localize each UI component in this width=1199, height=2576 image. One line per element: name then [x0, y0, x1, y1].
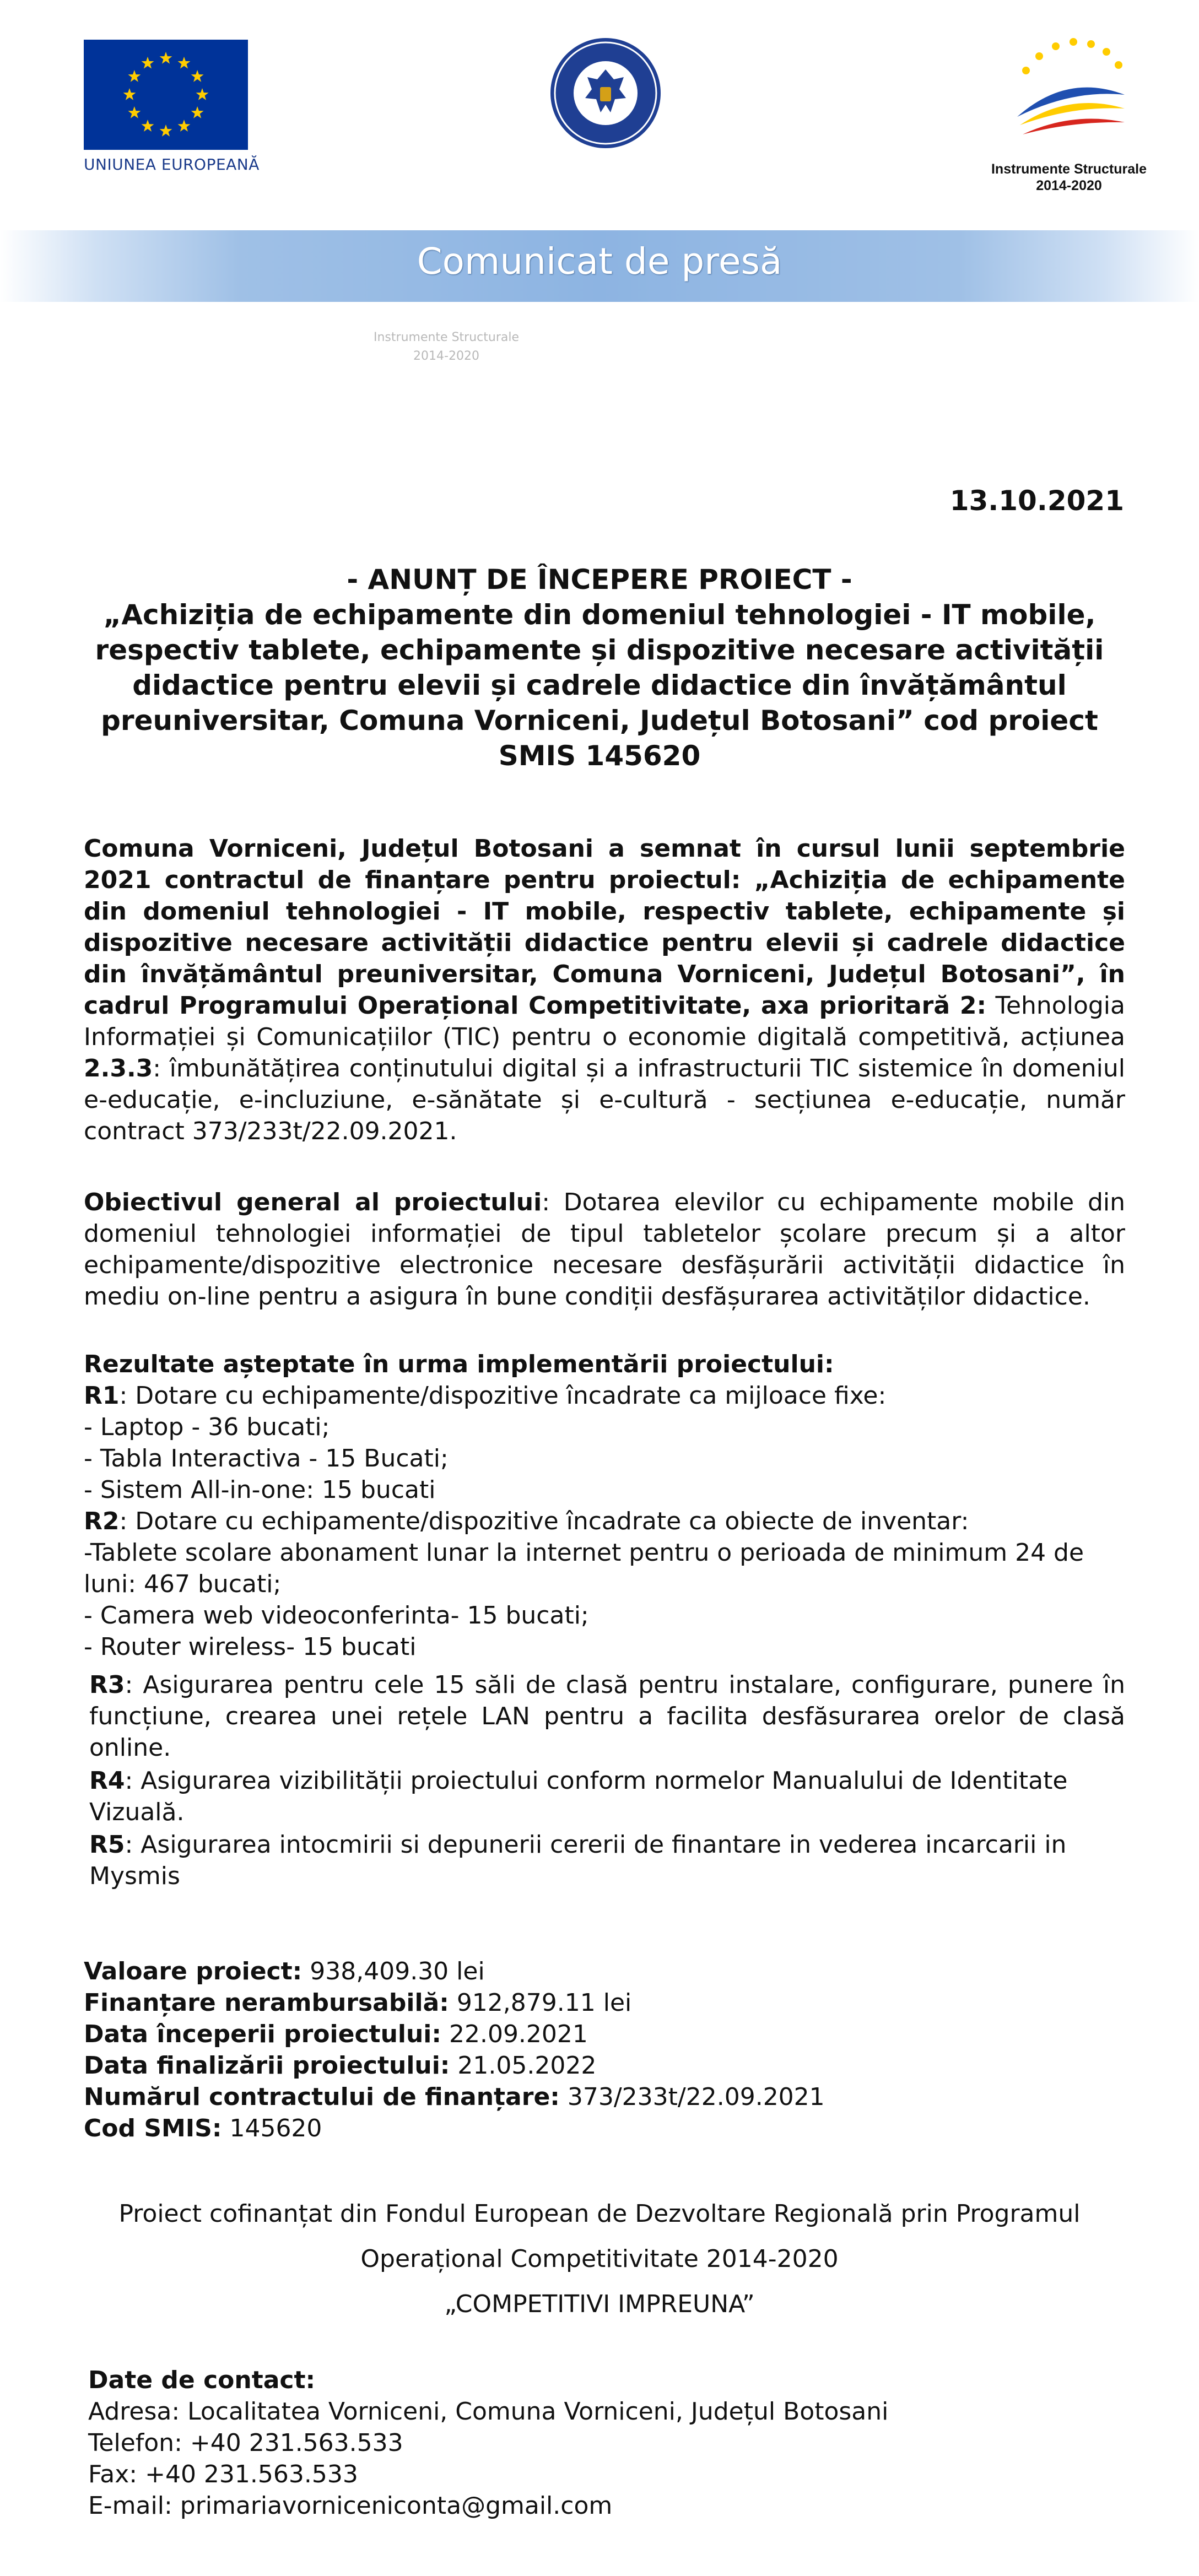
- faded-line2: 2014-2020: [413, 349, 479, 363]
- r1-text: : Dotare cu echipamente/dispozitive încadrate ca mijloace fixe:: [119, 1382, 887, 1410]
- cofinancing-line3: „COMPETITIVI IMPREUNA”: [444, 2290, 755, 2318]
- intro-text: Tehnologia Informației și Comunicațiilor (TIC) pentru o economie digitală competitivă, acțiunea: [84, 992, 1125, 1051]
- contact-fax: Fax: +40 231.563.533: [88, 2460, 358, 2488]
- cofinancing-note: [55, 2191, 1144, 2327]
- r1-label: R1: [84, 1382, 120, 1410]
- eu-star-icon: [178, 120, 191, 132]
- r2-item-tablets: -Tablete scolare abonament lunar la internet pentru o perioada de minimum 24 de luni: 467 bucati;: [84, 1539, 1084, 1598]
- cofinancing-line2: Operațional Competitivitate 2014-2020: [360, 2245, 839, 2273]
- detail-value: 373/233t/22.09.2021: [559, 2083, 825, 2111]
- intro-text-2: : îmbunătățirea conținutului digital și a infrastructurii TIC sistemice în domeniul e-educație, e-incluziune, e-sănătate și e-cultură - secțiunea e-educație, număr contract 373/233t/22.09.2021.: [84, 1054, 1125, 1145]
- eu-star-icon: [160, 125, 172, 137]
- result-r5: [89, 1829, 1125, 1892]
- detail-value: 145620: [222, 2114, 322, 2142]
- eu-star-icon: [142, 120, 154, 132]
- detail-label: Numărul contractului de finanțare:: [84, 2083, 560, 2111]
- faded-line1: Instrumente Structurale: [374, 331, 519, 344]
- instrumente-structurale-logo: [1006, 34, 1133, 155]
- eu-stars-icon: [84, 40, 248, 150]
- objective-paragraph: [84, 1187, 1125, 1312]
- is-label-line2: 2014-2020: [1036, 178, 1102, 193]
- detail-project-value: [84, 1956, 1125, 1987]
- eu-star-icon: [123, 88, 136, 100]
- result-r1: [84, 1380, 1125, 1411]
- detail-label: Data finalizării proiectului:: [84, 2052, 450, 2080]
- faded-watermark-text: [342, 328, 551, 366]
- contact-heading: Date de contact:: [88, 2366, 316, 2394]
- detail-value: 22.09.2021: [441, 2020, 588, 2048]
- title-line-6: SMIS 145620: [498, 740, 701, 772]
- announcement-title: [83, 562, 1116, 773]
- instrumente-structurale-label: [970, 161, 1168, 194]
- government-seal-logo: [549, 36, 662, 150]
- r2-items-rest: [84, 1600, 1125, 1663]
- r2-text: : Dotare cu echipamente/dispozitive încadrate ca obiecte de inventar:: [119, 1507, 969, 1535]
- detail-label: Finanțare nerambursabilă:: [84, 1989, 449, 2017]
- r5-label: R5: [89, 1831, 125, 1859]
- project-details: [84, 1956, 1125, 2144]
- banner-title: Comunicat de presă: [417, 240, 782, 283]
- cofinancing-line1: Proiect cofinanțat din Fondul European de Dezvoltare Regională prin Programul: [118, 2200, 1081, 2228]
- eu-star-icon: [191, 70, 204, 82]
- detail-value: 912,879.11 lei: [449, 1989, 632, 2017]
- eu-star-icon: [160, 52, 172, 64]
- detail-value: 938,409.30 lei: [302, 1957, 485, 1985]
- objective-label: Obiectivul general al proiectului: [84, 1188, 542, 1216]
- detail-label: Cod SMIS:: [84, 2114, 222, 2142]
- eu-label: UNIUNEA EUROPEANĂ: [84, 155, 260, 174]
- title-line-5: preuniversitar, Comuna Vorniceni, Județul Botosani” cod proiect: [101, 705, 1098, 737]
- detail-nonrefundable-funding: [84, 1987, 1125, 2018]
- expected-results: [84, 1349, 1125, 1537]
- list-item: - Router wireless- 15 bucati: [84, 1633, 417, 1661]
- detail-start-date: [84, 2018, 1125, 2050]
- intro-paragraph: [84, 833, 1125, 1147]
- r4-text: : Asigurarea vizibilității proiectului conform normelor Manualului de Identitate Vizuală.: [89, 1767, 1068, 1826]
- r3-text: : Asigurarea pentru cele 15 săli de clasă pentru instalare, configurare, punere în funcțiune, crearea unei rețele LAN pentru a facilita desfăsurarea orelor de clasă online.: [89, 1671, 1125, 1762]
- result-r4: [89, 1765, 1125, 1828]
- intro-action-code: 2.3.3: [84, 1054, 153, 1083]
- detail-smis-code: [84, 2113, 1125, 2144]
- detail-value: 21.05.2022: [450, 2052, 597, 2080]
- contact-details: [88, 2364, 1130, 2521]
- results-heading: Rezultate așteptate în urma implementării proiectului:: [84, 1350, 834, 1378]
- eu-star-icon: [128, 70, 141, 82]
- title-line-2: „Achiziția de echipamente din domeniul tehnologiei - IT mobile,: [103, 599, 1096, 631]
- objective-text: : Dotarea elevilor cu echipamente mobile din domeniul tehnologiei informației de tipul tabletelor școlare precum și a altor echipamente/dispozitive electronice necesare desfășurării activității didactice în mediu on-line pentru a asigura în bune condiții desfășurarea activităților didactice.: [84, 1188, 1125, 1311]
- contact-email[interactable]: E-mail: primariavorniceniconta@gmail.com: [88, 2492, 613, 2520]
- list-item: - Laptop - 36 bucati;: [84, 1413, 330, 1441]
- is-label-line1: Instrumente Structurale: [991, 161, 1147, 177]
- list-item: - Sistem All-in-one: 15 bucati: [84, 1476, 436, 1504]
- press-release-date: 13.10.2021: [949, 485, 1124, 517]
- result-r3: [89, 1669, 1125, 1763]
- result-r2: [84, 1506, 1125, 1537]
- romania-coat-of-arms-icon: [549, 36, 662, 150]
- r5-text: : Asigurarea intocmirii si depunerii cererii de finantare in vederea incarcarii in Mysmis: [89, 1831, 1067, 1890]
- detail-end-date: [84, 2050, 1125, 2081]
- r2-label: R2: [84, 1507, 120, 1535]
- detail-contract-number: [84, 2081, 1125, 2113]
- r3-label: R3: [89, 1671, 125, 1699]
- title-line-4: didactice pentru elevii și cadrele didactice din învățământul: [132, 669, 1067, 701]
- contact-address: Adresa: Localitatea Vorniceni, Comuna Vorniceni, Județul Botosani: [88, 2398, 889, 2426]
- structural-instruments-icon: [1006, 34, 1133, 155]
- eu-star-icon: [196, 88, 209, 100]
- detail-label: Valoare proiect:: [84, 1957, 303, 1985]
- list-item: - Camera web videoconferinta- 15 bucati;: [84, 1601, 589, 1630]
- detail-label: Data începerii proiectului:: [84, 2020, 441, 2048]
- list-item: - Tabla Interactiva - 15 Bucati;: [84, 1444, 449, 1473]
- eu-flag-logo: [84, 40, 248, 150]
- r4-label: R4: [89, 1767, 125, 1795]
- eu-star-icon: [191, 106, 204, 118]
- eu-star-icon: [178, 57, 191, 69]
- intro-bold-text: Comuna Vorniceni, Județul Botosani a semnat în cursul lunii septembrie 2021 contractul de finanțare pentru proiectul: „Achiziția de echipamente din domeniul tehnologiei - IT mobile, respectiv tablete, echipamente și dispozitive necesare activității didactice pentru elevii și cadrele didactice din învățământul preuniversitar, Comuna Vorniceni, Județul Botosani”, în cadrul Programului Operațional Competitivitate, axa prioritară 2:: [84, 835, 1125, 1020]
- title-line-3: respectiv tablete, echipamente și dispozitive necesare activității: [95, 634, 1104, 666]
- contact-phone: Telefon: +40 231.563.533: [88, 2429, 403, 2457]
- eu-star-icon: [142, 57, 154, 69]
- title-line-1: - ANUNȚ DE ÎNCEPERE PROIECT -: [347, 564, 852, 596]
- eu-star-icon: [128, 106, 141, 118]
